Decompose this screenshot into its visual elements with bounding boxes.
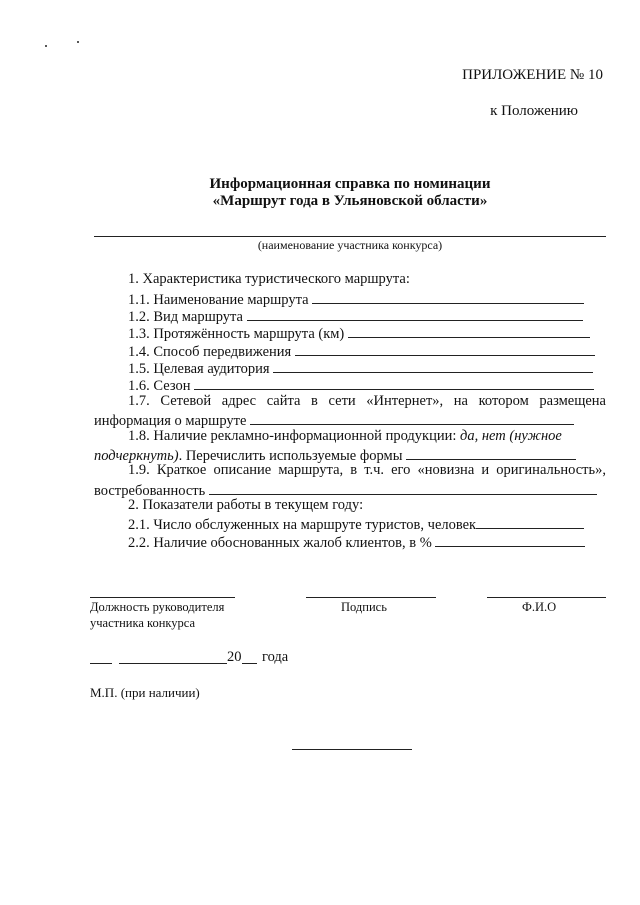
date-year-suffix: года xyxy=(262,649,289,665)
complaints-field[interactable] xyxy=(435,532,585,547)
complaints-label: 2.2. Наличие обоснованных жалоб клиентов, в % xyxy=(128,535,432,551)
section2-heading: 2. Показатели работы в текущем году: xyxy=(128,497,364,513)
complaints-row xyxy=(128,532,585,552)
end-separator xyxy=(292,749,412,750)
promo-label: 1.8. Наличие рекламно-информационной продукции: xyxy=(128,428,461,444)
stamp-note: М.П. (при наличии) xyxy=(90,685,200,700)
travel-mode-field[interactable] xyxy=(295,341,595,356)
promo-forms-label: . Перечислить используемые формы xyxy=(178,448,403,464)
route-name-field[interactable] xyxy=(312,289,584,304)
date-month-field[interactable] xyxy=(119,663,227,664)
date-year-field[interactable] xyxy=(242,663,257,664)
website-label: информация о маршруте xyxy=(94,413,247,429)
date-year-prefix: 20 xyxy=(227,649,242,665)
title-line-2: «Маршрут года в Ульяновской области» xyxy=(212,193,488,209)
promo-options: да, нет (нужное xyxy=(460,428,562,444)
route-type-field[interactable] xyxy=(247,306,583,321)
position-label-line-2: участника конкурса xyxy=(90,616,196,630)
section1-heading: 1. Характеристика туристического маршрута: xyxy=(128,271,410,287)
website-field[interactable] xyxy=(250,410,574,425)
tourists-served-row xyxy=(128,514,584,534)
title-line-1: Информационная справка по номинации xyxy=(209,176,491,192)
travel-mode-label: 1.4. Способ передвижения xyxy=(128,344,292,360)
tourists-served-field[interactable] xyxy=(476,514,584,529)
promo-line-1 xyxy=(128,428,606,445)
route-type-label: 1.2. Вид маршрута xyxy=(128,309,243,325)
description-label: востребованность xyxy=(94,483,206,499)
promo-underline-note: подчеркнуть) xyxy=(94,448,179,464)
tourists-served-label: 2.1. Число обслуженных на маршруте туристов, человек xyxy=(128,517,477,533)
description-line-1: 1.9. Краткое описание маршрута, в т.ч. его «новизна и оригинальность», xyxy=(128,462,606,478)
promo-forms-field[interactable] xyxy=(406,445,576,460)
participant-name-field[interactable] xyxy=(94,236,606,237)
season-field[interactable] xyxy=(194,375,594,390)
season-label: 1.6. Сезон xyxy=(128,378,191,394)
route-length-row xyxy=(128,323,590,343)
route-length-field[interactable] xyxy=(348,323,590,338)
full-name-label: Ф.И.О xyxy=(522,600,557,614)
full-name-field[interactable] xyxy=(487,597,606,598)
route-name-label: 1.1. Наименование маршрута xyxy=(128,292,309,308)
position-label-line-1: Должность руководителя xyxy=(90,600,225,614)
speck xyxy=(77,41,79,43)
date-day-field[interactable] xyxy=(90,663,112,664)
website-row xyxy=(94,410,574,430)
route-length-label: 1.3. Протяжённость маршрута (км) xyxy=(128,326,345,342)
position-field[interactable] xyxy=(90,597,235,598)
speck xyxy=(45,45,47,47)
to-regulation: к Положению xyxy=(490,103,578,119)
target-audience-label: 1.5. Целевая аудитория xyxy=(128,361,270,377)
description-field[interactable] xyxy=(209,480,597,495)
season-row xyxy=(128,375,594,395)
website-line-1: 1.7. Сетевой адрес сайта в сети «Интернет», на котором размещена xyxy=(128,393,606,409)
signature-label: Подпись xyxy=(341,600,387,614)
appendix-number: ПРИЛОЖЕНИЕ № 10 xyxy=(462,67,603,83)
target-audience-field[interactable] xyxy=(273,358,593,373)
signature-field[interactable] xyxy=(306,597,436,598)
participant-caption: (наименование участника конкурса) xyxy=(257,238,443,252)
